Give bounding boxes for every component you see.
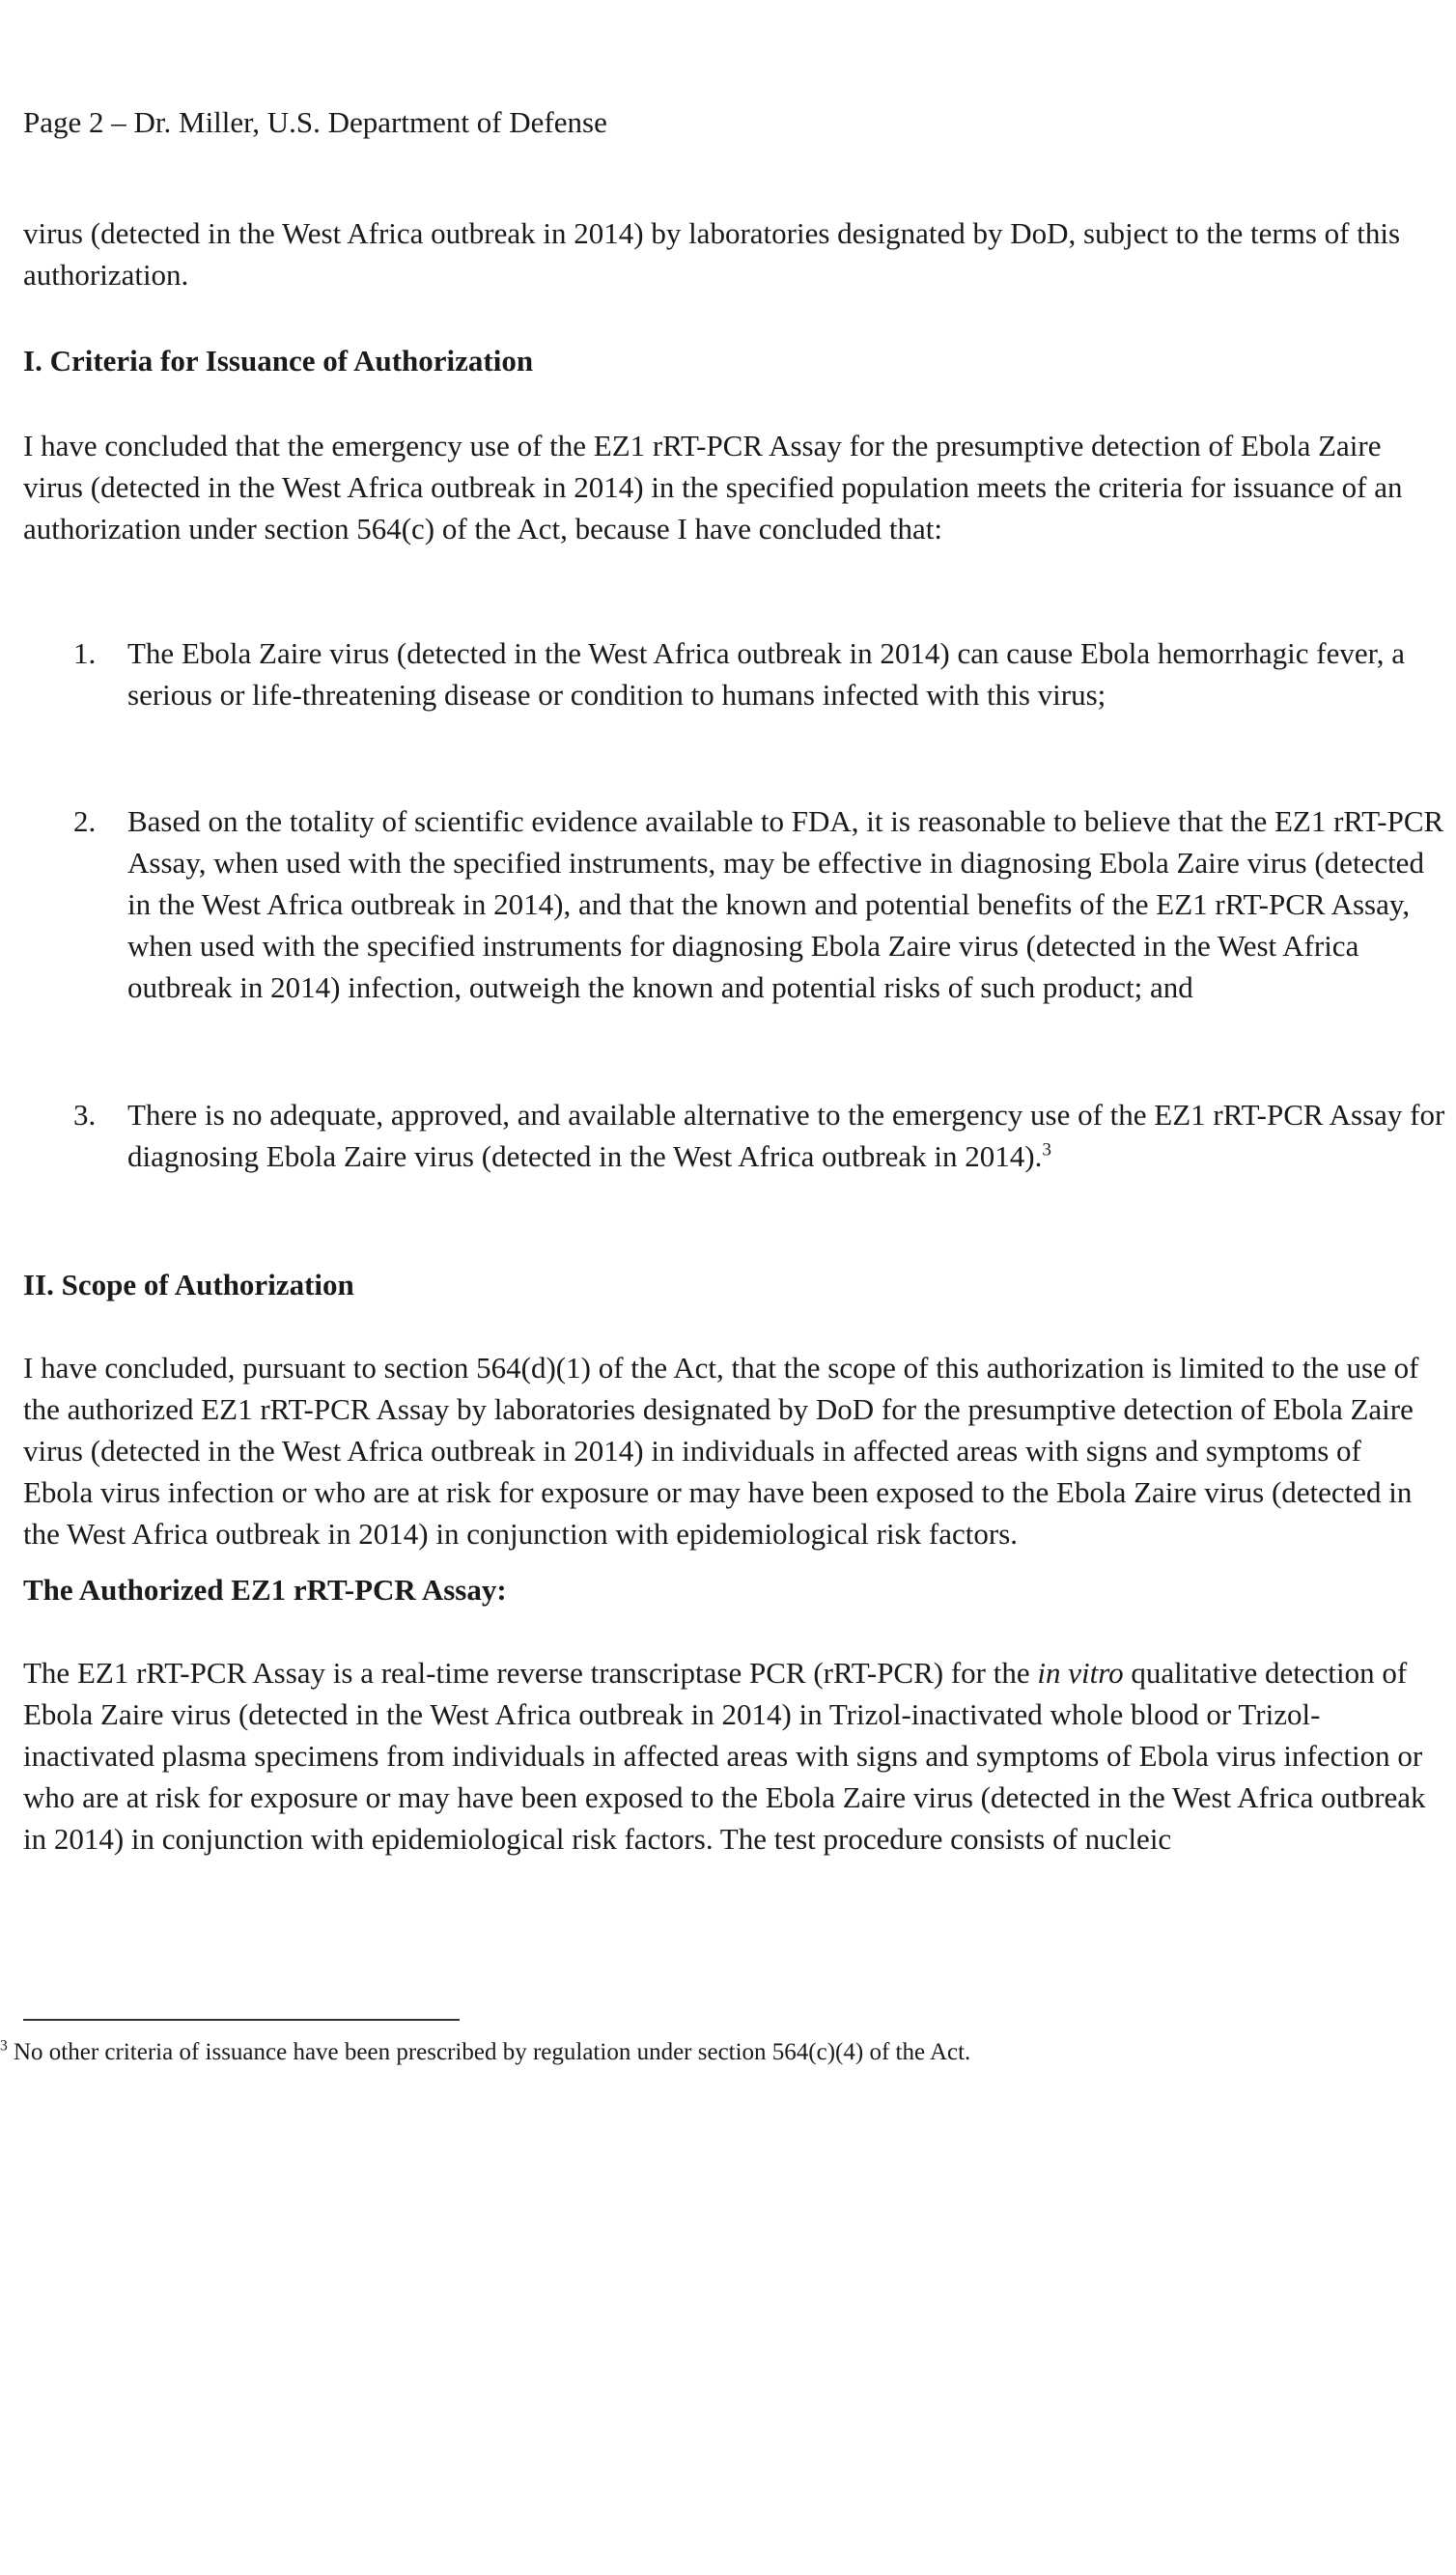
list-item-text: There is no adequate, approved, and available alternative to the emergency use of the EZ1 rRT-PCR Assay for diagnosing Ebola Zaire virus (detected in the West Africa outbreak in 2014). [127,1098,1445,1173]
footnote [0,2036,1429,2069]
list-item-number: 1. [73,636,97,670]
footnote-number: 3 [0,2037,8,2055]
section-2-paragraph: I have concluded, pursuant to section 564(d)(1) of the Act, that the scope of this authorization is limited to the use of the authorized EZ1 rRT-PCR Assay by laboratories designated by DoD for the presumptive detection of Ebola Zaire virus (detected in the West Africa outbreak in 2014) in individuals in affected areas with signs and symptoms of Ebola virus infection or who are at risk for exposure or may have been exposed to the Ebola Zaire virus (detected in the West Africa outbreak in 2014) in conjunction with epidemiological risk factors. [23,1351,1419,1551]
section-3-heading: The Authorized EZ1 rRT-PCR Assay: [23,1573,507,1607]
footnote-reference[interactable]: 3 [1042,1139,1051,1161]
list-item-text: Based on the totality of scientific evidence available to FDA, it is reasonable to believe that the EZ1 rRT-PCR Assay, when used with the specified instruments, may be effective in diagnosing Ebola Zaire virus (detected in the West Africa outbreak in 2014), and that the known and potential benefits of the EZ1 rRT-PCR Assay, when used with the specified instruments for diagnosing Ebola Zaire virus (detected in the West Africa outbreak in 2014) infection, outweigh the known and potential risks of such product; and [127,804,1444,1004]
section-2-heading: II. Scope of Authorization [23,1268,354,1301]
section-3-paragraph [23,1652,1433,1860]
paragraph-text-end: qualitative detection of Ebola Zaire virus (detected in the West Africa outbreak in 2014) in Trizol-inactivated whole blood or Trizol-inactivated plasma specimens from individuals in affected areas with signs and symptoms of Ebola virus infection or who are at risk for exposure or may have been exposed to the Ebola Zaire virus (detected in the West Africa outbreak in 2014) in conjunction with epidemiological risk factors. The test procedure consists of nucleic [23,1656,1426,1856]
intro-paragraph: virus (detected in the West Africa outbreak in 2014) by laboratories designated by DoD, subject to the terms of this authorization. [23,216,1401,292]
paragraph-text-start: The EZ1 rRT-PCR Assay is a real-time reverse transcriptase PCR (rRT-PCR) for the [23,1656,1030,1690]
italic-text: in vitro [1037,1656,1124,1690]
list-item-number: 3. [73,1098,97,1132]
section-1-paragraph: I have concluded that the emergency use of the EZ1 rRT-PCR Assay for the presumptive detection of Ebola Zaire virus (detected in the West Africa outbreak in 2014) in the specified population meets the criteria for issuance of an authorization under section 564(c) of the Act, because I have concluded that: [23,429,1403,546]
footnote-text: No other criteria of issuance have been prescribed by regulation under section 564(c)(4) of the Act. [14,2039,971,2065]
list-item-number: 2. [73,804,97,838]
page-header: Page 2 – Dr. Miller, U.S. Department of Defense [23,105,607,139]
list-item-text: The Ebola Zaire virus (detected in the West Africa outbreak in 2014) can cause Ebola hemorrhagic fever, a serious or life-threatening disease or condition to humans infected with this virus; [127,636,1405,712]
footnote-divider [23,2019,460,2021]
section-1-heading: I. Criteria for Issuance of Authorization [23,344,534,378]
list-item-text-wrapper [127,1094,1450,1177]
